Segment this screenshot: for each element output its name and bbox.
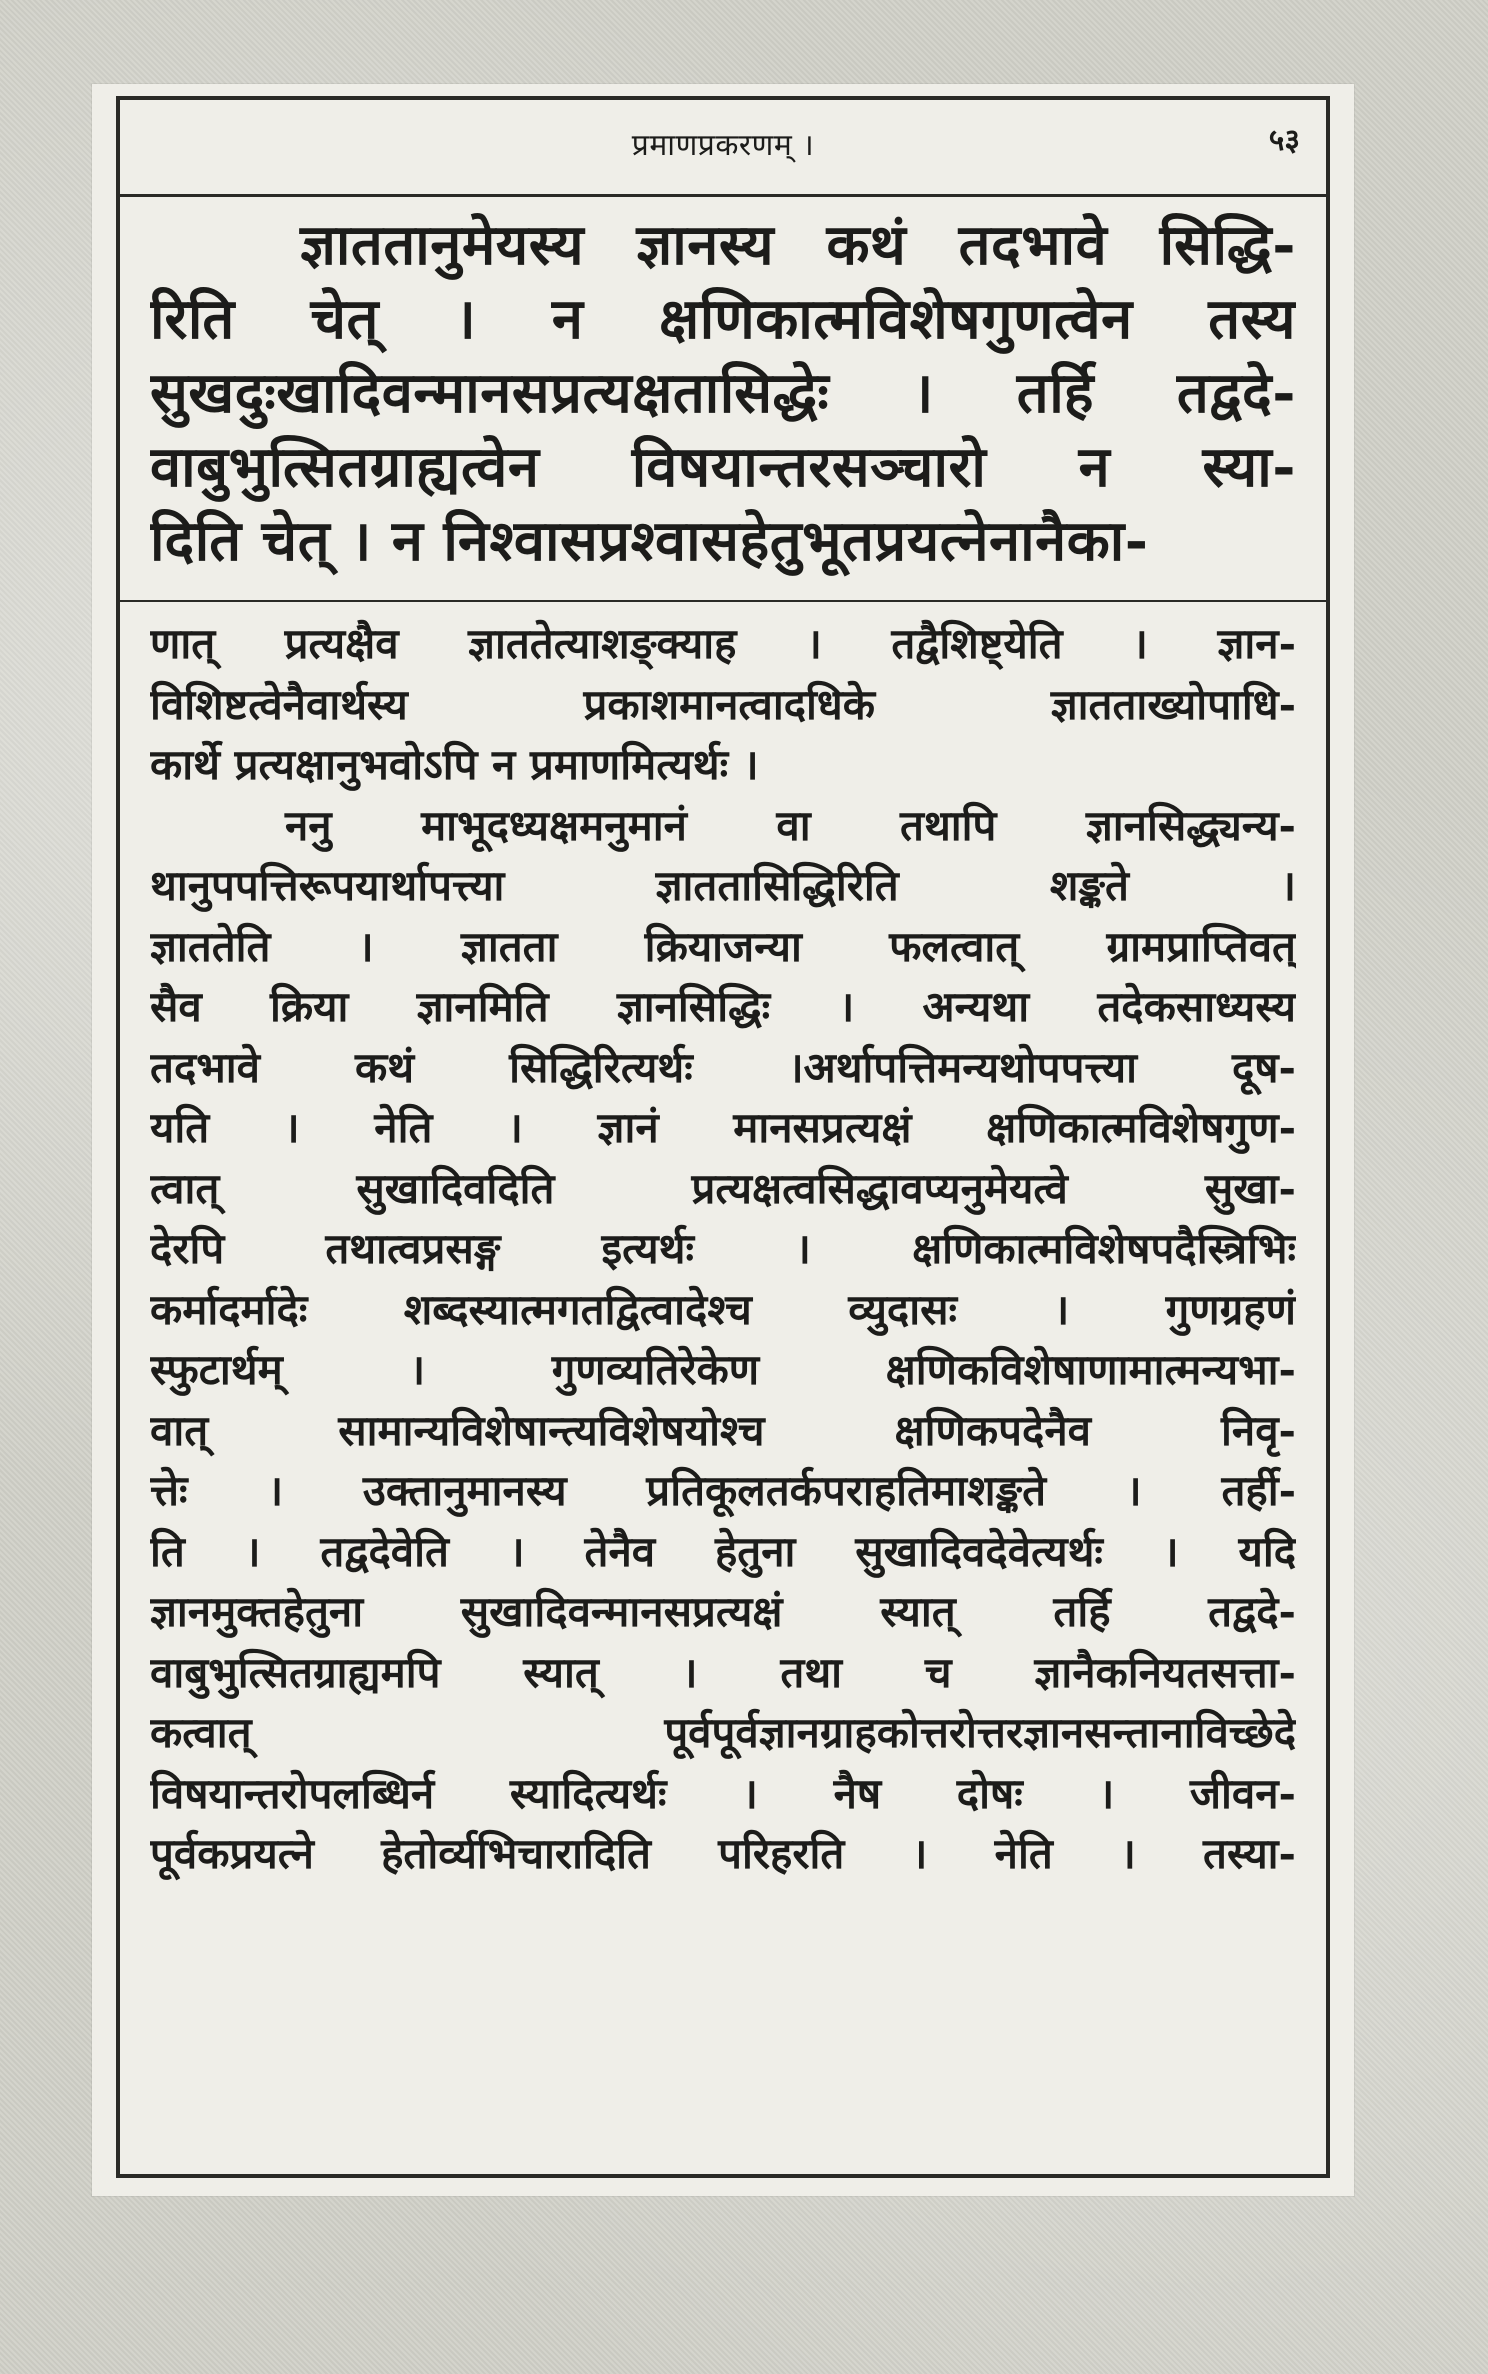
- commentary-line: विशिष्टत्वेनैवार्थस्य प्रकाशमानत्वादधिके ज्ञातताख्योपाधि-: [150, 679, 1296, 729]
- commentary-line: यति । नेति । ज्ञानं मानसप्रत्यक्षं क्षणिकात्मविशेषगुण-: [150, 1103, 1296, 1152]
- mula-line: ज्ञाततानुमेयस्य ज्ञानस्य कथं तदभावे सिद्धि-: [300, 212, 1296, 278]
- mula-line: सुखदुःखादिवन्मानसप्रत्यक्षतासिद्धेः । तर्हि तद्वदे-: [150, 360, 1296, 426]
- page-frame: [116, 96, 1330, 2178]
- commentary-line: विषयान्तरोपलब्धिर्न स्यादित्यर्थः । नैष दोषः । जीवन-: [150, 1768, 1296, 1818]
- mula-line: रिति चेत् । न क्षणिकात्मविशेषगुणत्वेन तस्य: [150, 286, 1296, 352]
- header-rule: [120, 194, 1326, 197]
- commentary-line: कत्वात् पूर्वपूर्वज्ञानग्राहकोत्तरोत्तरज्ञानसन्तानाविच्छेदे: [150, 1708, 1296, 1757]
- commentary-text-block: [150, 614, 1296, 2162]
- page-number: ५३: [1268, 123, 1300, 158]
- commentary-line: त्वात् सुखादिवदिति प्रत्यक्षत्वसिद्धावप्यनुमेयत्वे सुखा-: [150, 1163, 1296, 1213]
- commentary-line: पूर्वकप्रयत्ने हेतोर्व्यभिचारादिति परिहरति । नेति । तस्या-: [150, 1829, 1296, 1878]
- mula-text-block: [150, 208, 1296, 588]
- section-divider-rule: [120, 600, 1326, 602]
- commentary-line: वाबुभुत्सितग्राह्यमपि स्यात् । तथा च ज्ञानैकनियतसत्ता-: [150, 1647, 1296, 1697]
- commentary-line: देरपि तथात्वप्रसङ्ग इत्यर्थः । क्षणिकात्मविशेषपदैस्त्रिभिः: [150, 1224, 1296, 1273]
- commentary-line: वात् सामान्यविशेषान्त्यविशेषयोश्च क्षणिकपदेनैव निवृ-: [150, 1405, 1296, 1455]
- mula-line: वाबुभुत्सितग्राह्यत्वेन विषयान्तरसञ्चारो न स्या-: [150, 434, 1296, 500]
- running-title: प्रमाणप्रकरणम् ।: [631, 127, 815, 163]
- commentary-line: ज्ञाततेति । ज्ञातता क्रियाजन्या फलत्वात् ग्रामप्राप्तिवत्: [150, 921, 1296, 971]
- mula-line: दिति चेत् । न निश्वासप्रश्वासहेतुभूतप्रयत्नेनानैका-: [150, 508, 1149, 574]
- book-page: [92, 84, 1354, 2196]
- commentary-line: ति । तद्वदेवेति । तेनैव हेतुना सुखादिवदेवेत्यर्थः । यदि: [150, 1526, 1296, 1576]
- commentary-line: स्फुटार्थम् । गुणव्यतिरेकेण क्षणिकविशेषाणामात्मन्यभा-: [150, 1345, 1296, 1394]
- commentary-line: ज्ञानमुक्तहेतुना सुखादिवन्मानसप्रत्यक्षं स्यात् तर्हि तद्वदे-: [150, 1587, 1296, 1636]
- commentary-line: णात् प्रत्यक्षैव ज्ञाततेत्याशङ्क्याह । तद्वैशिष्ट्येति । ज्ञान-: [150, 619, 1296, 668]
- commentary-line: सैव क्रिया ज्ञानमिति ज्ञानसिद्धिः । अन्यथा तदेकसाध्यस्य: [150, 982, 1296, 1031]
- commentary-line: ननु माभूदध्यक्षमनुमानं वा तथापि ज्ञानसिद्ध्यन्य-: [285, 800, 1296, 850]
- commentary-line: कर्मादर्मादेः शब्दस्यात्मगतद्वित्वादेश्च व्युदासः । गुणग्रहणं: [150, 1284, 1296, 1334]
- running-head: [120, 108, 1326, 178]
- commentary-line: कार्थे प्रत्यक्षानुभवोऽपि न प्रमाणमित्यर्थः ।: [150, 740, 759, 789]
- commentary-line: त्तेः । उक्तानुमानस्य प्रतिकूलतर्कपराहतिमाशङ्कते । तर्ही-: [150, 1466, 1296, 1515]
- commentary-line: तदभावे कथं सिद्धिरित्यर्थः ।अर्थापत्तिमन्यथोपपत्त्या दूष-: [150, 1042, 1296, 1092]
- commentary-line: थानुपपत्तिरूपयार्थापत्त्या ज्ञाततासिद्धिरिति शङ्कते ।: [150, 861, 1296, 910]
